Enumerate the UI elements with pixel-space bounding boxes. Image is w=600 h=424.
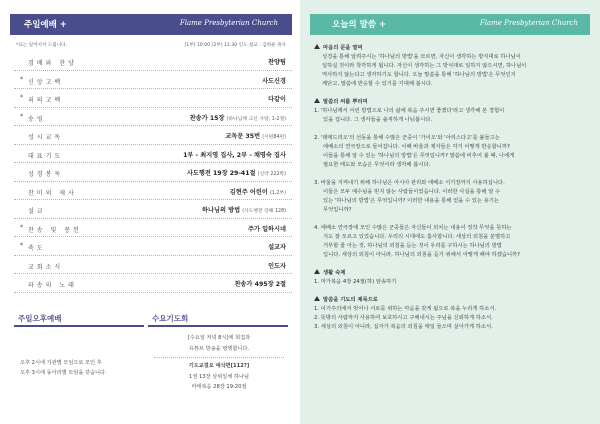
order-value-text: 설교자 bbox=[268, 244, 286, 251]
order-value-text: 사도신경 bbox=[262, 77, 286, 85]
order-label: 설교 bbox=[28, 208, 46, 215]
prayer-line: 3. 세상의 외침이 아니라, 십자가 복음의 외침을 매일 들으며 살아가게 하소서. bbox=[314, 324, 493, 330]
question-line: 1. '하나님께서 이런 방법으로 나의 삶에 복음 주시면 좋겠다'라고 생각해 본 경험이 bbox=[314, 108, 505, 114]
wednesday-study-line: 1권 13장 삼위일체 하나님 bbox=[189, 373, 249, 380]
sunday-worship-banner bbox=[10, 14, 292, 35]
divider bbox=[154, 357, 284, 358]
todays-word-banner bbox=[310, 14, 590, 35]
order-value-text: 찬송가 15장 bbox=[189, 114, 225, 122]
triangle-icon bbox=[314, 44, 320, 49]
church-name: Flame Presbyterian Church bbox=[179, 19, 278, 27]
prayer-line: 2. 뜻밖의 사람까지 사용하여 보호하시고 구해내시는 주님을 신뢰하게 하소서. bbox=[314, 315, 493, 321]
order-value bbox=[190, 113, 286, 122]
order-value bbox=[268, 57, 286, 66]
question-line: 거부할 줄 아는 것, 하나님의 외침을 듣는 것이 우리를 구하시는 하나님의 방법 bbox=[323, 243, 502, 249]
order-value bbox=[262, 76, 286, 85]
wednesday-prayer-text bbox=[154, 333, 284, 393]
order-value-text: 김현주 어린이 bbox=[229, 188, 268, 196]
order-value-note: (하나님께 크신 사랑, 1-2절) bbox=[226, 116, 286, 122]
order-row bbox=[14, 108, 292, 127]
section-heading: 말씀의 씨를 뿌리며 bbox=[314, 98, 590, 107]
order-value bbox=[187, 168, 286, 177]
intro-line: 깨닫고, 말씀에 반응할 수 있기를 기대해 봅시다. bbox=[322, 81, 433, 87]
order-value-text: 교독문 35번 bbox=[225, 133, 261, 140]
order-value-note: (1,2부) bbox=[269, 190, 286, 196]
todays-word-title: 오늘의 말씀 + bbox=[332, 20, 387, 30]
triangle-icon bbox=[314, 296, 320, 301]
wednesday-study-line: 마태복음 28장 19-20절 bbox=[191, 384, 247, 390]
question-line: 이들은 모두 예수님을 믿지 않는 사람들이었습니다. 이러한 사실을 통해 알 수 bbox=[323, 189, 501, 195]
question-line: 지도 잘 모르고 있었습니다. 우리의 시대에도 흡사합니다. 세상의 외침을 분별하고 bbox=[323, 234, 511, 240]
sunday-worship-title: 주일예배 + bbox=[24, 20, 67, 30]
intro-line: 성경을 통해 알려주시는 '하나님의 방법'을 모르면, 자신이 생각하는 방식대로 하나님이 bbox=[322, 54, 521, 60]
question-line: 있는 '하나님의 방법'은 무엇입니까? 이러한 내용을 통해 얻을 수 있는 용기는 bbox=[323, 198, 500, 204]
wednesday-line: 유튜브 방송을 병행합니다. bbox=[188, 345, 250, 352]
worship-order-list bbox=[14, 52, 292, 293]
wednesday-line: [수요일 저녁 8시]에 희집과 bbox=[187, 335, 251, 341]
order-value-text: 사도행전 19장 29-41절 bbox=[186, 170, 256, 177]
order-value-text: 다같이 bbox=[268, 96, 286, 103]
order-row bbox=[14, 89, 292, 108]
order-label: 찬송 및 봉헌 bbox=[28, 226, 82, 234]
order-row bbox=[14, 163, 292, 182]
homework-line: 1. 마가복음 4장 24절(하) 암송하기 bbox=[314, 279, 397, 285]
question-line: 무엇입니까? bbox=[323, 207, 352, 213]
order-value bbox=[225, 131, 286, 140]
triangle-icon bbox=[314, 269, 320, 274]
order-value-note: (시편84편) bbox=[262, 135, 286, 140]
order-label: 죄의고백 bbox=[28, 97, 64, 104]
order-label: 신앙고백 bbox=[28, 78, 64, 86]
triangle-icon bbox=[314, 98, 320, 103]
order-value bbox=[268, 242, 286, 251]
order-row bbox=[14, 200, 292, 219]
order-value bbox=[183, 150, 286, 159]
question-line: 3. 바울을 지켜내기 위해 하나님은 아시아 관리와 에베소 서기장까지 사용하십니다. bbox=[314, 180, 505, 186]
afternoon-line: 오후 2시에 기관별 모임으로 모인 후 bbox=[20, 360, 102, 366]
section-heading: 생활 숙제 bbox=[314, 269, 590, 278]
standing-mark: * bbox=[20, 242, 23, 249]
question-line: 에베소의 연극장으로 들어갑니다. 이때 바울과 제자들은 각기 어떻게 반응합니까? bbox=[323, 144, 510, 150]
section-heading: 말씀을 기도의 제목으로 bbox=[314, 296, 590, 305]
wednesday-prayer-heading: 수요기도회 bbox=[148, 313, 288, 327]
order-label: 성시교독 bbox=[28, 134, 64, 141]
order-value-text: 인도자 bbox=[268, 262, 286, 270]
question-line: 있을 겁니다. 그 생각들을 솔직하게 나눠봅시다. bbox=[323, 117, 433, 123]
church-name: Flame Presbyterian Church bbox=[479, 19, 578, 27]
question-line: 2. '데메드리오'의 선동을 통해 수많은 군중이 '가이오'와 '아리스다고'를 붙들고는 bbox=[314, 135, 500, 141]
order-row bbox=[14, 237, 292, 256]
standing-mark: * bbox=[20, 94, 23, 101]
order-label: 성경봉독 bbox=[28, 171, 64, 178]
standing-mark: * bbox=[20, 223, 23, 231]
intro-line: 역사하지 않는다고 생각하기도 합니다. 오늘 말씀을 통해 '하나님의 방법'은 무엇인지 bbox=[322, 72, 516, 78]
standing-note: *표는 일어서서 드립니다. bbox=[16, 43, 68, 48]
order-row bbox=[14, 126, 292, 145]
question-line: 필요한 태도와 모습은 무엇이라 생각해 봅시다. bbox=[323, 162, 431, 168]
afternoon-worship-text bbox=[20, 358, 107, 378]
question-line: 입니다. 세상의 외침이 아니라, 하나님의 외침을 듣기 위해서 어떻게 해야 하겠습니까? bbox=[323, 252, 520, 258]
order-row bbox=[14, 256, 292, 275]
order-value-text: 하나님의 방법 bbox=[202, 207, 241, 214]
order-value-text: 찬양팀 bbox=[268, 59, 286, 66]
order-value bbox=[202, 205, 286, 214]
order-row bbox=[14, 52, 292, 71]
order-row bbox=[14, 274, 292, 293]
section-heading: 마음의 문을 열며 bbox=[314, 44, 590, 53]
order-value bbox=[235, 279, 286, 288]
order-row bbox=[14, 145, 292, 164]
service-times: [1부] 10:00 [2부] 11:30 인도.설교 : 김하운 목사 bbox=[184, 43, 286, 48]
order-value-text: 1부 - 최지영 집사, 2부 - 채영숙 집사 bbox=[183, 151, 286, 159]
prayer-line: 1. 이기주의에서 벗어나 서로를 위하는 마음을 갖게 됨으로 복을 누리게 하소서. bbox=[314, 306, 497, 312]
order-value-note: (신약 222쪽) bbox=[257, 172, 286, 177]
todays-word-panel bbox=[300, 0, 600, 424]
intro-line: 일하실 것이라 착각하게 됩니다. 자신이 생각하는 그 방식대로 일하지 않으시면, 하나님이 bbox=[322, 63, 527, 69]
order-row bbox=[14, 71, 292, 90]
afternoon-worship-heading: 주일오후예배 bbox=[14, 313, 144, 327]
order-value bbox=[268, 261, 286, 270]
order-label: 찬미의 제사 bbox=[28, 189, 77, 197]
question-line: 4. 에베소 연극장에 모인 수많은 군중들은 자신들이 외치는 내용이 정작 무엇을 뜻하는 bbox=[314, 225, 512, 231]
order-row bbox=[14, 182, 292, 201]
order-label: 교회소식 bbox=[28, 263, 64, 271]
todays-word-content bbox=[314, 44, 590, 332]
order-label: 경배와 찬양 bbox=[28, 60, 77, 67]
order-label: 대표기도 bbox=[28, 152, 64, 160]
wednesday-study-title: 기도교결요 예삭편[112?] bbox=[188, 363, 250, 369]
order-label: 파송의 노래 bbox=[28, 282, 77, 289]
order-label: 축도 bbox=[28, 245, 46, 252]
order-value-text: 찬송가 495장 2절 bbox=[234, 281, 286, 288]
order-value-note: (사도행전 강해 128) bbox=[242, 209, 286, 214]
order-value bbox=[248, 224, 286, 233]
order-value bbox=[268, 94, 286, 103]
order-value-text: 주가 일하시네 bbox=[247, 225, 286, 233]
standing-mark: * bbox=[20, 112, 23, 120]
question-line: 이들을 통해 알 수 있는 '하나님의 방법'은 무엇입니까? 말씀에 비추어 볼 때, 나에게 bbox=[323, 153, 515, 159]
order-row bbox=[14, 219, 292, 238]
order-label: 송영 bbox=[28, 115, 46, 123]
order-value bbox=[230, 187, 286, 196]
afternoon-line: 오후 3시에 동아리별 모임을 갖습니다. bbox=[20, 370, 107, 376]
standing-mark: * bbox=[20, 75, 23, 83]
